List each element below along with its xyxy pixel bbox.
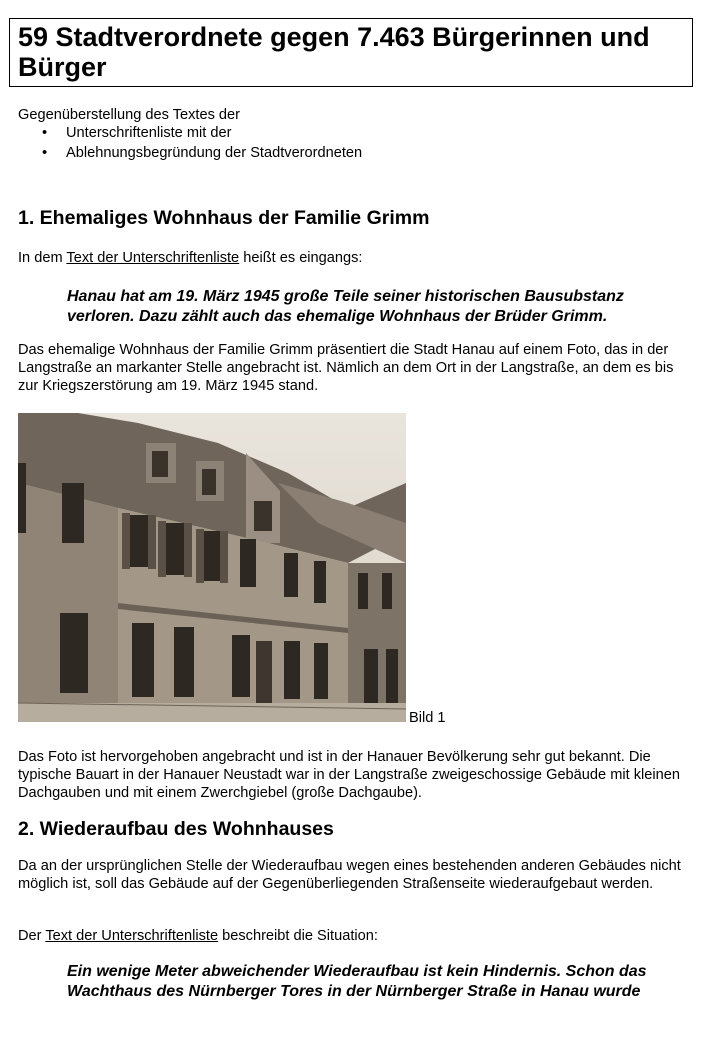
lead-suffix: heißt es eingangs:	[239, 250, 363, 266]
bullet-text: Ablehnungsbegründung der Stadtverordneten	[66, 145, 363, 161]
section1-heading: 1. Ehemaliges Wohnhaus der Familie Grimm	[18, 207, 430, 229]
section1-paragraph-2: Das Foto ist hervorgehoben angebracht und ist in der Hanauer Bevölkerung sehr gut bekannt. Die typische Bauart in der Hanauer Neustadt war in der Langstraße zweigeschossige Gebäude mit kleinen Dachgauben und mit einem Zwerchgiebel (große Dachgaube).	[18, 749, 680, 801]
intro-text: Gegenüberstellung des Textes der	[18, 107, 241, 123]
bullet-icon: •	[42, 145, 48, 161]
section2-heading: 2. Wiederaufbau des Wohnhauses	[18, 818, 334, 840]
unterschriftenliste-link[interactable]: Text der Unterschriftenliste	[45, 928, 219, 944]
section2-paragraph-1: Da an der ursprünglichen Stelle der Wiederaufbau wegen eines bestehenden anderen Gebäudes nicht möglich ist, soll das Gebäude auf der Gegenüberliegenden Straßenseite wiederaufgebaut werden.	[18, 858, 681, 892]
bullet-item	[18, 123, 362, 143]
lead-prefix: In dem	[18, 250, 67, 266]
section2-quote: Ein wenige Meter abweichender Wiederaufbau ist kein Hindernis. Schon das Wachthaus des Nürnberger Tores in der Nürnberger Straße in Hanau wurde	[67, 963, 647, 1000]
grimm-house-photo	[18, 413, 406, 722]
section1-lead	[18, 249, 686, 267]
section1-paragraph-1: Das ehemalige Wohnhaus der Familie Grimm präsentiert die Stadt Hanau auf einem Foto, das in der Langstraße an markanter Stelle angebracht ist. Nämlich an dem Ort in der Langstraße, an dem es bis zur Kriegszerstörung am 19. März 1945 stand.	[18, 342, 674, 394]
photo-caption: Bild 1	[409, 710, 446, 726]
section1-quote: Hanau hat am 19. März 1945 große Teile seiner historischen Bausubstanz verloren. Dazu zählt auch das ehemalige Wohnhaus der Brüder Grimm.	[67, 288, 624, 325]
page-title: 59 Stadtverordnete gegen 7.463 Bürgerinnen und Bürger	[18, 22, 650, 82]
lead-suffix: beschreibt die Situation:	[218, 928, 378, 944]
bullet-list	[18, 123, 362, 163]
bullet-text: Unterschriftenliste mit der	[66, 125, 232, 141]
title-box	[9, 18, 693, 87]
bullet-icon: •	[42, 125, 48, 141]
lead-prefix: Der	[18, 928, 46, 944]
section2-lead	[18, 927, 686, 945]
unterschriftenliste-link[interactable]: Text der Unterschriftenliste	[66, 250, 240, 266]
bullet-item	[18, 143, 362, 163]
